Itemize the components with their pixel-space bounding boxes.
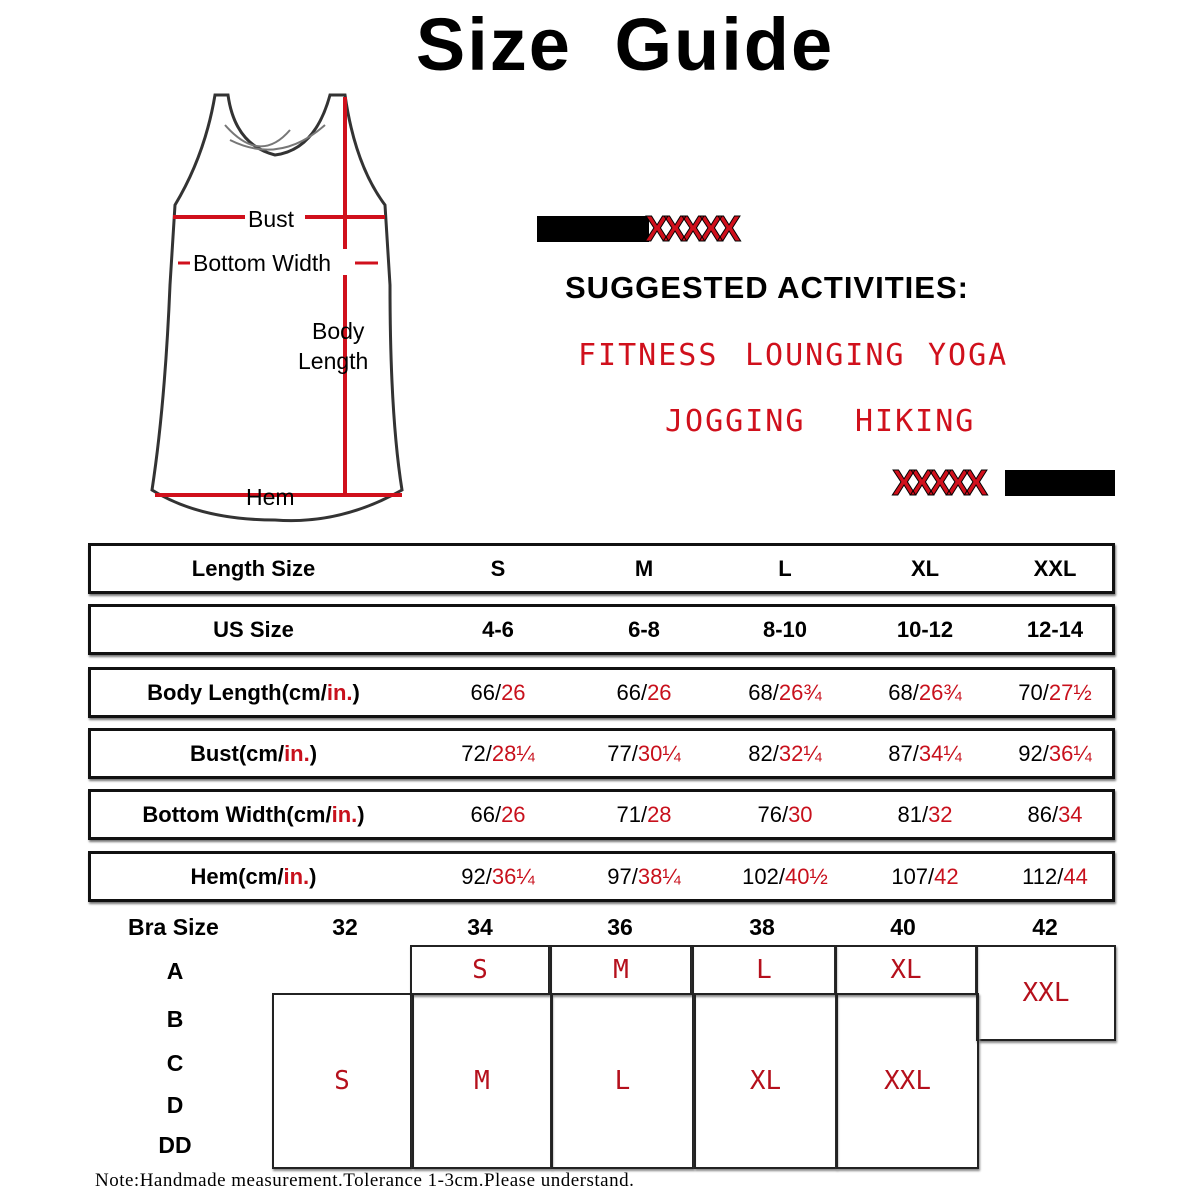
activity-yoga: YOGA <box>928 338 1009 373</box>
band-size: 42 <box>1032 914 1058 940</box>
table-cell: 66/26 <box>470 680 526 705</box>
size-box: M <box>550 945 692 995</box>
table-cell: 12-14 <box>1026 617 1084 642</box>
table-cell: 81/32 <box>897 802 953 827</box>
table-cell: 72/28¼ <box>461 741 535 766</box>
table-cell: 82/32¼ <box>748 741 822 766</box>
table-row <box>88 851 1115 902</box>
row-label: Bust(cm/in.) <box>189 741 318 766</box>
bra-size-label: Bra Size <box>128 914 219 940</box>
table-cell: 6-8 <box>628 617 660 642</box>
table-cell: 97/38¼ <box>607 864 681 889</box>
cup-size: D <box>166 1092 184 1118</box>
table-cell: 107/42 <box>891 864 959 889</box>
bottom-width-label: Bottom Width <box>193 250 332 276</box>
band-size: 40 <box>890 914 916 940</box>
table-cell: 77/30¼ <box>607 741 681 766</box>
bust-label: Bust <box>248 206 295 232</box>
table-cell: 10-12 <box>896 617 954 642</box>
band-size: 36 <box>607 914 633 940</box>
row-label: Length Size <box>191 556 316 581</box>
table-row <box>88 789 1115 840</box>
size-box: XXL <box>976 945 1116 1041</box>
table-cell: 86/34 <box>1027 802 1083 827</box>
cup-size: B <box>166 1006 184 1032</box>
row-label: Body Length(cm/in.) <box>147 680 360 705</box>
table-cell: L <box>778 556 792 581</box>
table-row <box>88 728 1115 779</box>
table-row <box>88 604 1115 655</box>
table-cell: 112/44 <box>1022 864 1088 889</box>
table-cell: 66/26 <box>616 680 672 705</box>
size-box: L <box>551 993 694 1169</box>
activity-jogging: JOGGING <box>665 404 806 439</box>
table-cell: 68/26¾ <box>888 680 962 705</box>
table-cell: XXL <box>1033 556 1077 581</box>
size-box: M <box>412 993 552 1169</box>
size-box: XXL <box>836 993 979 1169</box>
table-cell: 92/36¼ <box>461 864 535 889</box>
activity-hiking: HIKING <box>855 404 976 439</box>
size-box: S <box>272 993 412 1169</box>
table-cell: 92/36¼ <box>1018 741 1092 766</box>
tank-outline <box>152 95 402 521</box>
size-box: XL <box>694 993 837 1169</box>
page-title: Size Guide <box>415 3 835 86</box>
decor-bar <box>1005 470 1115 496</box>
decor-cross-stitch: XXXXX <box>892 462 983 503</box>
size-box: L <box>692 945 836 995</box>
table-cell: 102/40½ <box>742 864 828 889</box>
table-cell: 8-10 <box>762 617 808 642</box>
tank-top-diagram <box>140 85 420 535</box>
table-cell: 68/26¾ <box>748 680 822 705</box>
size-box: XL <box>835 945 977 995</box>
table-cell: 71/28 <box>616 802 672 827</box>
table-cell: S <box>490 556 506 581</box>
row-label: Hem(cm/in.) <box>190 864 317 889</box>
body-label: Body <box>312 318 365 344</box>
table-cell: XL <box>910 556 940 581</box>
activity-lounging: LOUNGING <box>745 338 906 373</box>
table-cell: M <box>634 556 654 581</box>
table-cell: 4-6 <box>482 617 514 642</box>
band-size: 32 <box>332 914 358 940</box>
length-label: Length <box>298 348 369 374</box>
size-box: S <box>410 945 550 995</box>
activity-fitness: FITNESS <box>578 338 719 373</box>
cup-size: DD <box>158 1132 192 1158</box>
table-row <box>88 543 1115 594</box>
cup-size: A <box>166 958 184 984</box>
cup-size: C <box>166 1050 184 1076</box>
hem-label: Hem <box>246 484 295 510</box>
decor-cross-stitch: XXXXX <box>645 208 736 249</box>
row-label: Bottom Width(cm/in.) <box>142 802 365 827</box>
table-cell: 76/30 <box>757 802 813 827</box>
activities-heading: SUGGESTED ACTIVITIES: <box>565 270 969 305</box>
row-label: US Size <box>213 617 294 642</box>
band-size: 38 <box>749 914 775 940</box>
table-cell: 87/34¼ <box>888 741 962 766</box>
table-cell: 66/26 <box>470 802 526 827</box>
table-row <box>88 667 1115 718</box>
band-size: 34 <box>467 914 493 940</box>
table-cell: 70/27½ <box>1018 680 1092 705</box>
note: Note:Handmade measurement.Tolerance 1-3cm.Please understand. <box>95 1170 635 1191</box>
decor-bar <box>537 216 649 242</box>
